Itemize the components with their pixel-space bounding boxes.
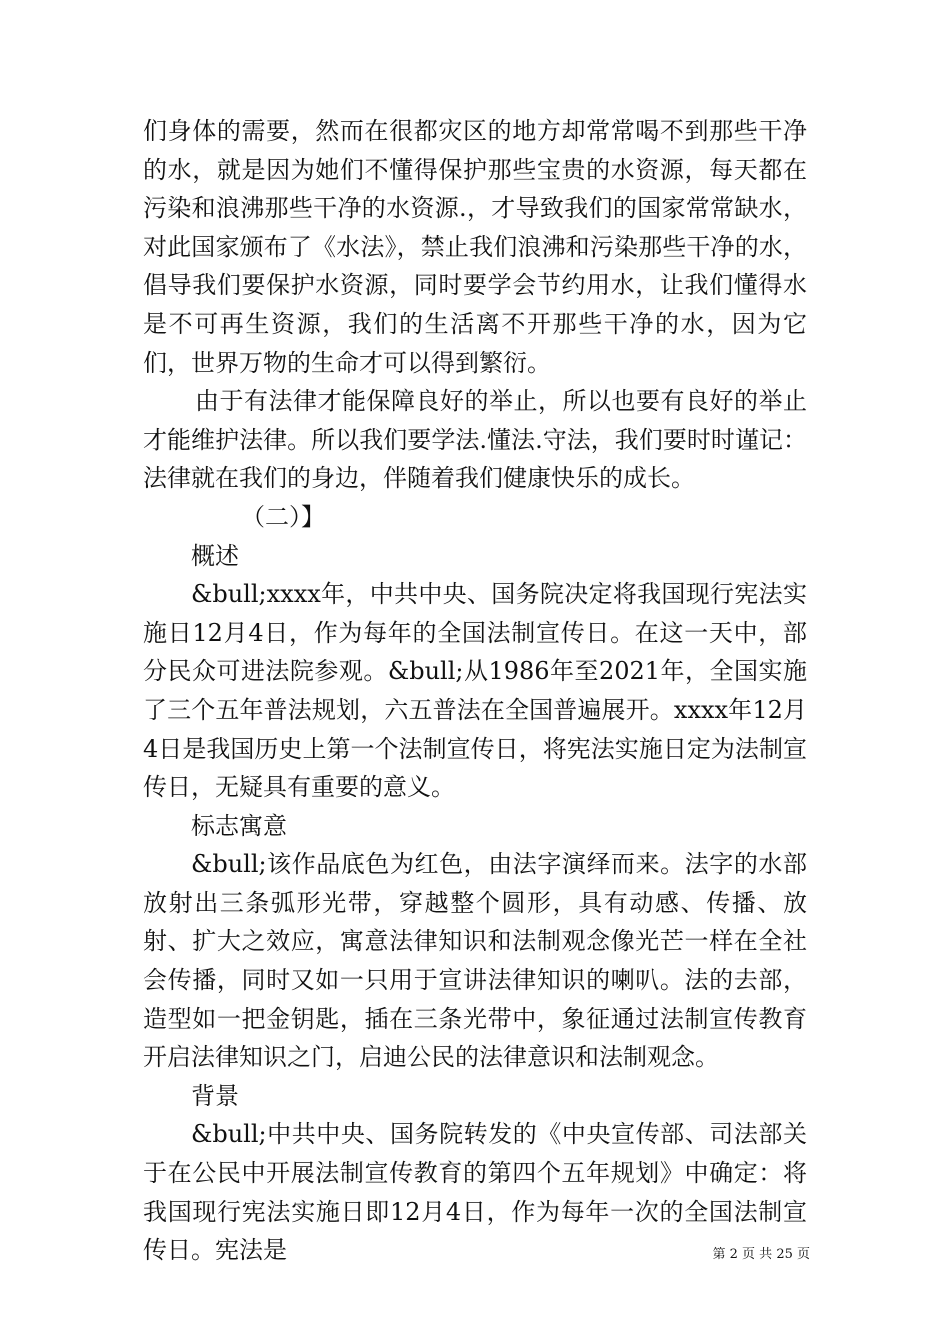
paragraph-law-conduct: 由于有法律才能保障良好的举止，所以也要有良好的举止才能维护法律。所以我们要学法.懂法.守法，我们要时时谨记：法律就在我们的身边，伴随着我们健康快乐的成长。 (143, 387, 807, 493)
section-body-background: &bull;中共中央、国务院转发的《中央宣传部、司法部关于在公民中开展法制宣传教育的第四个五年规划》中确定：将我国现行宪法实施日即12月4日，作为每年一次的全国法制宣传日。宪法是 (143, 1120, 807, 1265)
paragraph-water-law: 们身体的需要，然而在很都灾区的地方却常常喝不到那些干净的水，就是因为她们不懂得保护那些宝贵的水资源，每天都在污染和浪沸那些干净的水资源.，才导致我们的国家常常缺水，对此国家颁布了《水法》，禁止我们浪沸和污染那些干净的水，倡导我们要保护水资源，同时要学会节约用水，让我们懂得水是不可再生资源，我们的生活离不开那些干净的水，因为它们，世界万物的生命才可以得到繁衍。 (143, 117, 807, 377)
section-body-overview: &bull;xxxx年，中共中央、国务院决定将我国现行宪法实施日12月4日，作为每年的全国法制宣传日。在这一天中，部分民众可进法院参观。&bull;从1986年至2021年，全国实施了三个五年普法规划，六五普法在全国普遍展开。xxxx年12月4日是我国历史上第一个法制宣传日，将宪法实施日定为法制宣传日，无疑具有重要的意义。 (143, 580, 807, 802)
section-heading-overview: 概述 (191, 541, 239, 570)
page-number: 第 2 页 共 25 页 (712, 1247, 810, 1262)
section-body-logo-meaning: &bull;该作品底色为红色，由法字演绎而来。法字的水部放射出三条弧形光带，穿越整个圆形，具有动感、传播、放射、扩大之效应，寓意法律知识和法制观念像光芒一样在全社会传播，同时又如一只用于宣讲法律知识的喇叭。法的去部，造型如一把金钥匙，插在三条光带中，象征通过法制宣传教育开启法律知识之门，启迪公民的法律意识和法制观念。 (143, 850, 807, 1072)
document-body (143, 112, 807, 1270)
section-heading-logo-meaning: 标志寓意 (191, 811, 287, 840)
section-subtitle: （二）】 (241, 502, 325, 531)
section-heading-background: 背景 (191, 1081, 239, 1110)
